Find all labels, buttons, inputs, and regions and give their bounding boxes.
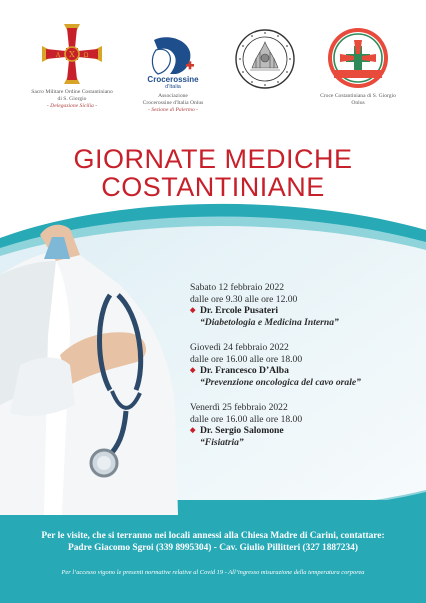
event-time: dalle ore 9.30 alle ore 12.00 — [190, 293, 298, 305]
footer-contact-intro: Per le visite, che si terranno nei locali annessi alla Chiesa Madre di Carini, contattare: — [41, 531, 385, 541]
svg-text:X: X — [69, 50, 75, 59]
event-date: Giovedì 24 febbraio 2022 — [190, 342, 289, 353]
event-date: Venerdì 25 febbraio 2022 — [190, 402, 288, 413]
event-item — [190, 402, 415, 448]
event-time: dalle ore 16.00 alle ore 18.00 — [190, 413, 303, 425]
crocerossine-brand: Crocerossine d'Italia — [147, 75, 199, 90]
seal-icon — [234, 28, 296, 90]
logo-constantinian-order — [22, 22, 122, 110]
footer-covid-notice: Per l’accesso vigono le presenti normative relative al Covid 19 - All’ingresso misurazione della temperatura corporea — [61, 569, 365, 576]
logo-seal — [230, 28, 300, 93]
logo-constantinian-caption: Sacro Militare Ordine Costantiniano di S. Giorgio - Delegazione Sicilia - — [31, 89, 113, 109]
events-list — [190, 282, 415, 462]
logo-croce-costantiniana — [308, 26, 408, 107]
event-topic: “Diabetologia e Medicina Interna” — [200, 316, 339, 328]
nurse-profile-icon — [146, 36, 200, 76]
constantinian-cross-icon — [40, 22, 104, 86]
logo-croce-costantiniana-caption: Croce Costantiniana di S. Giorgio Onlus — [320, 93, 396, 106]
svg-text:A: A — [55, 52, 61, 59]
event-topic: “Fisiatria” — [200, 436, 244, 448]
footer — [0, 530, 426, 577]
event-doctor: ◆ Dr. Sergio Salomone — [190, 425, 415, 437]
event-time: dalle ore 16.00 alle ore 18.00 — [190, 353, 303, 365]
event-doctor: ◆ Dr. Francesco D’Alba — [190, 365, 415, 377]
event-item — [190, 282, 415, 328]
page-title: GIORNATE MEDICHE COSTANTINIANE — [73, 144, 353, 202]
croce-costantiniana-badge-icon — [326, 26, 390, 90]
event-topic: “Prevenzione oncologica del cavo orale” — [200, 376, 361, 388]
footer-contacts: Padre Giacomo Sgroi (339 8995304) - Cav. Giulio Pillitteri (327 1887234) — [68, 543, 358, 553]
logo-crocerossine-caption: Associazione Crocerossine d'Italia Onlus - Sezione di Palermo - — [142, 93, 204, 113]
event-date: Sabato 12 febbraio 2022 — [190, 282, 285, 293]
logos-row — [0, 22, 426, 134]
doctor-with-stethoscope-image — [0, 215, 200, 515]
logo-crocerossine — [128, 36, 218, 114]
svg-text:Ω: Ω — [83, 52, 89, 59]
event-item — [190, 342, 415, 388]
event-doctor: ◆ Dr. Ercole Pusateri — [190, 305, 415, 317]
